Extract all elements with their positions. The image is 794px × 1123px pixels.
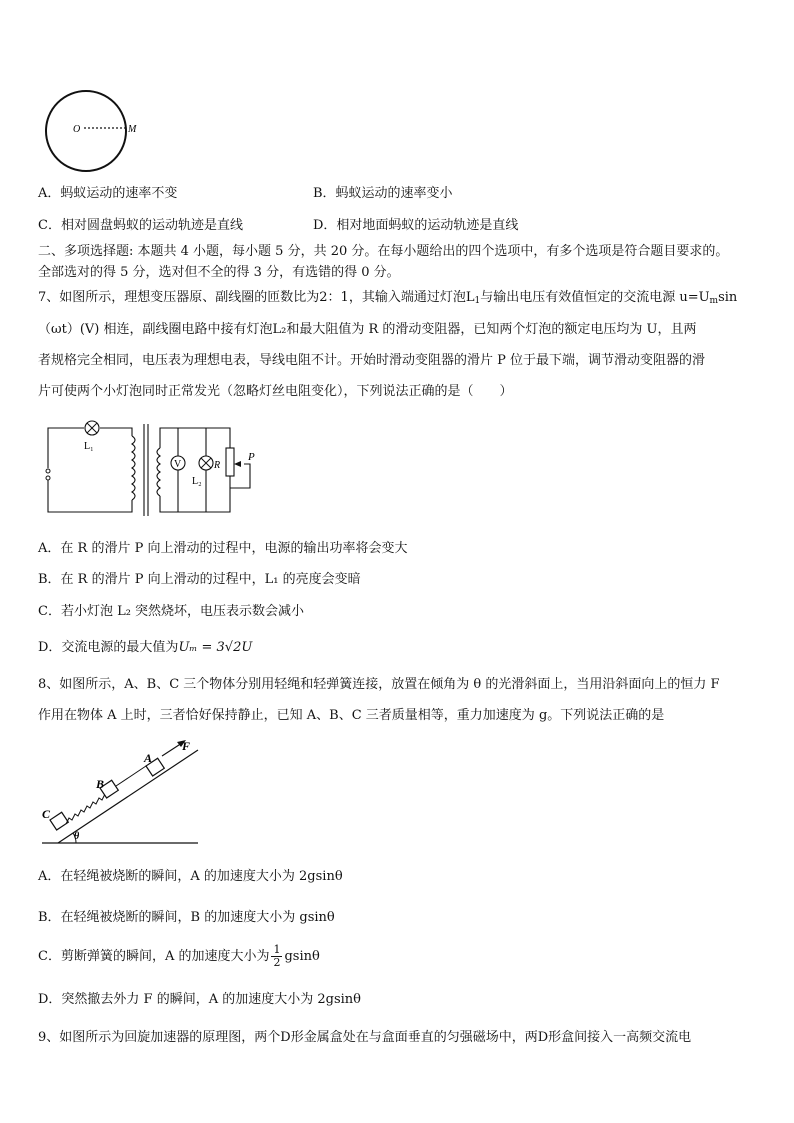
lamp-l2-icon <box>199 456 213 470</box>
block-c <box>50 812 68 830</box>
disc-circle <box>46 91 126 171</box>
rope <box>116 766 146 786</box>
label-f: F <box>182 739 191 753</box>
incline-line <box>58 750 198 843</box>
incline-figure <box>36 736 206 848</box>
label-m: M <box>128 124 137 135</box>
q8-option-a: A．在轻绳被烧断的瞬间，A 的加速度大小为 2gsinθ <box>38 869 343 884</box>
rheostat-resistor <box>226 448 234 476</box>
q7-option-d <box>38 638 252 658</box>
label-a: A <box>144 751 153 765</box>
label-p: P <box>248 451 255 463</box>
q7-line1b: 与输出电压有效值恒定的交流电源 u=U <box>480 290 710 305</box>
section2-line2: 全部选对的得 5 分，选对但不全的得 3 分，有选错的得 0 分。 <box>38 265 400 280</box>
label-l2: L₂ <box>192 476 202 487</box>
q8-option-c-prefix: C．剪断弹簧的瞬间，A 的加速度大小为 <box>38 949 270 964</box>
q8-option-c <box>38 944 320 969</box>
q7-option-c: C．若小灯泡 L₂ 突然烧坏，电压表示数会减小 <box>38 604 305 619</box>
fraction-denominator: 2 <box>273 956 281 969</box>
q8-option-b: B．在轻绳被烧断的瞬间，B 的加速度大小为 gsinθ <box>38 910 335 925</box>
q8-line1: 8、如图所示，A、B、C 三个物体分别用轻绳和轻弹簧连接，放置在倾角为 θ 的光滑斜面上，当用沿斜面向上的恒力 F <box>38 677 720 692</box>
q8-line2: 作用在物体 A 上时，三者恰好保持静止，已知 A、B、C 三者质量相等，重力加速度为 g。下列说法正确的是 <box>38 708 665 723</box>
q6-option-d: D．相对地面蚂蚁的运动轨迹是直线 <box>313 218 519 233</box>
q7-line3: 者规格完全相同，电压表为理想电表，导线电阻不计。开始时滑动变阻器的滑片 P 位于最下端，调节滑动变阻器的滑 <box>38 353 706 368</box>
label-l1: L₁ <box>84 441 94 452</box>
q7-option-b: B．在 R 的滑片 P 向上滑动的过程中，L₁ 的亮度会变暗 <box>38 572 361 587</box>
q7-line1a: 7、如图所示，理想变压器原、副线圈的匝数比为2：1，其输入端通过灯泡L <box>38 290 475 305</box>
q6-option-c: C．相对圆盘蚂蚁的运动轨迹是直线 <box>38 218 243 233</box>
label-r: R <box>214 460 221 471</box>
q7-sub-m: m <box>709 296 719 306</box>
label-theta: θ <box>74 831 80 842</box>
lamp-l1-icon <box>85 421 99 435</box>
source-terminal-bottom <box>46 476 50 480</box>
secondary-coil <box>157 448 160 496</box>
q9-line1: 9、如图所示为回旋加速器的原理图，两个D形金属盒处在与盒面垂直的匀强磁场中，两D形盒间接入一高频交流电 <box>38 1030 692 1045</box>
q7-line1c: sin <box>718 290 738 305</box>
fraction-one-half <box>271 944 282 969</box>
force-arrow-line <box>162 743 182 756</box>
transformer-circuit-figure <box>40 418 270 522</box>
spring <box>66 794 105 824</box>
q7-line1 <box>38 288 737 311</box>
q6-option-a: A．蚂蚁运动的速率不变 <box>38 186 178 201</box>
label-v: V <box>174 459 182 470</box>
voltmeter-icon <box>171 456 185 470</box>
disc-figure <box>38 88 138 174</box>
q6-option-b: B．蚂蚁运动的速率变小 <box>313 186 453 201</box>
q7-sub-1: 1 <box>474 296 481 306</box>
label-b: B <box>96 777 105 791</box>
q7-option-d-formula: Uₘ = 3√2U <box>178 640 253 655</box>
primary-coil <box>132 436 135 500</box>
slider-arrow <box>234 461 241 467</box>
source-terminal-top <box>46 469 50 473</box>
fraction-numerator: 1 <box>273 943 281 956</box>
q7-option-a: A．在 R 的滑片 P 向上滑动的过程中，电源的输出功率将会变大 <box>38 541 408 556</box>
section2-line1: 二、多项选择题: 本题共 4 小题，每小题 5 分，共 20 分。在每小题给出的四个选项中，有多个选项是符合题目要求的。 <box>38 244 729 259</box>
q7-line2: （ωt）(V) 相连，副线圈电路中接有灯泡L₂和最大阻值为 R 的滑动变阻器，已知两个灯泡的额定电压均为 U，且两 <box>38 322 697 337</box>
q8-option-d: D．突然撤去外力 F 的瞬间，A 的加速度大小为 2gsinθ <box>38 992 361 1007</box>
label-c: C <box>42 807 51 821</box>
label-o: O <box>73 124 81 135</box>
q7-line4: 片可使两个小灯泡同时正常发光（忽略灯丝电阻变化），下列说法正确的是（ ） <box>38 384 513 399</box>
q8-option-c-suffix: gsinθ <box>284 949 320 964</box>
q7-option-d-prefix: D．交流电源的最大值为 <box>38 640 179 655</box>
